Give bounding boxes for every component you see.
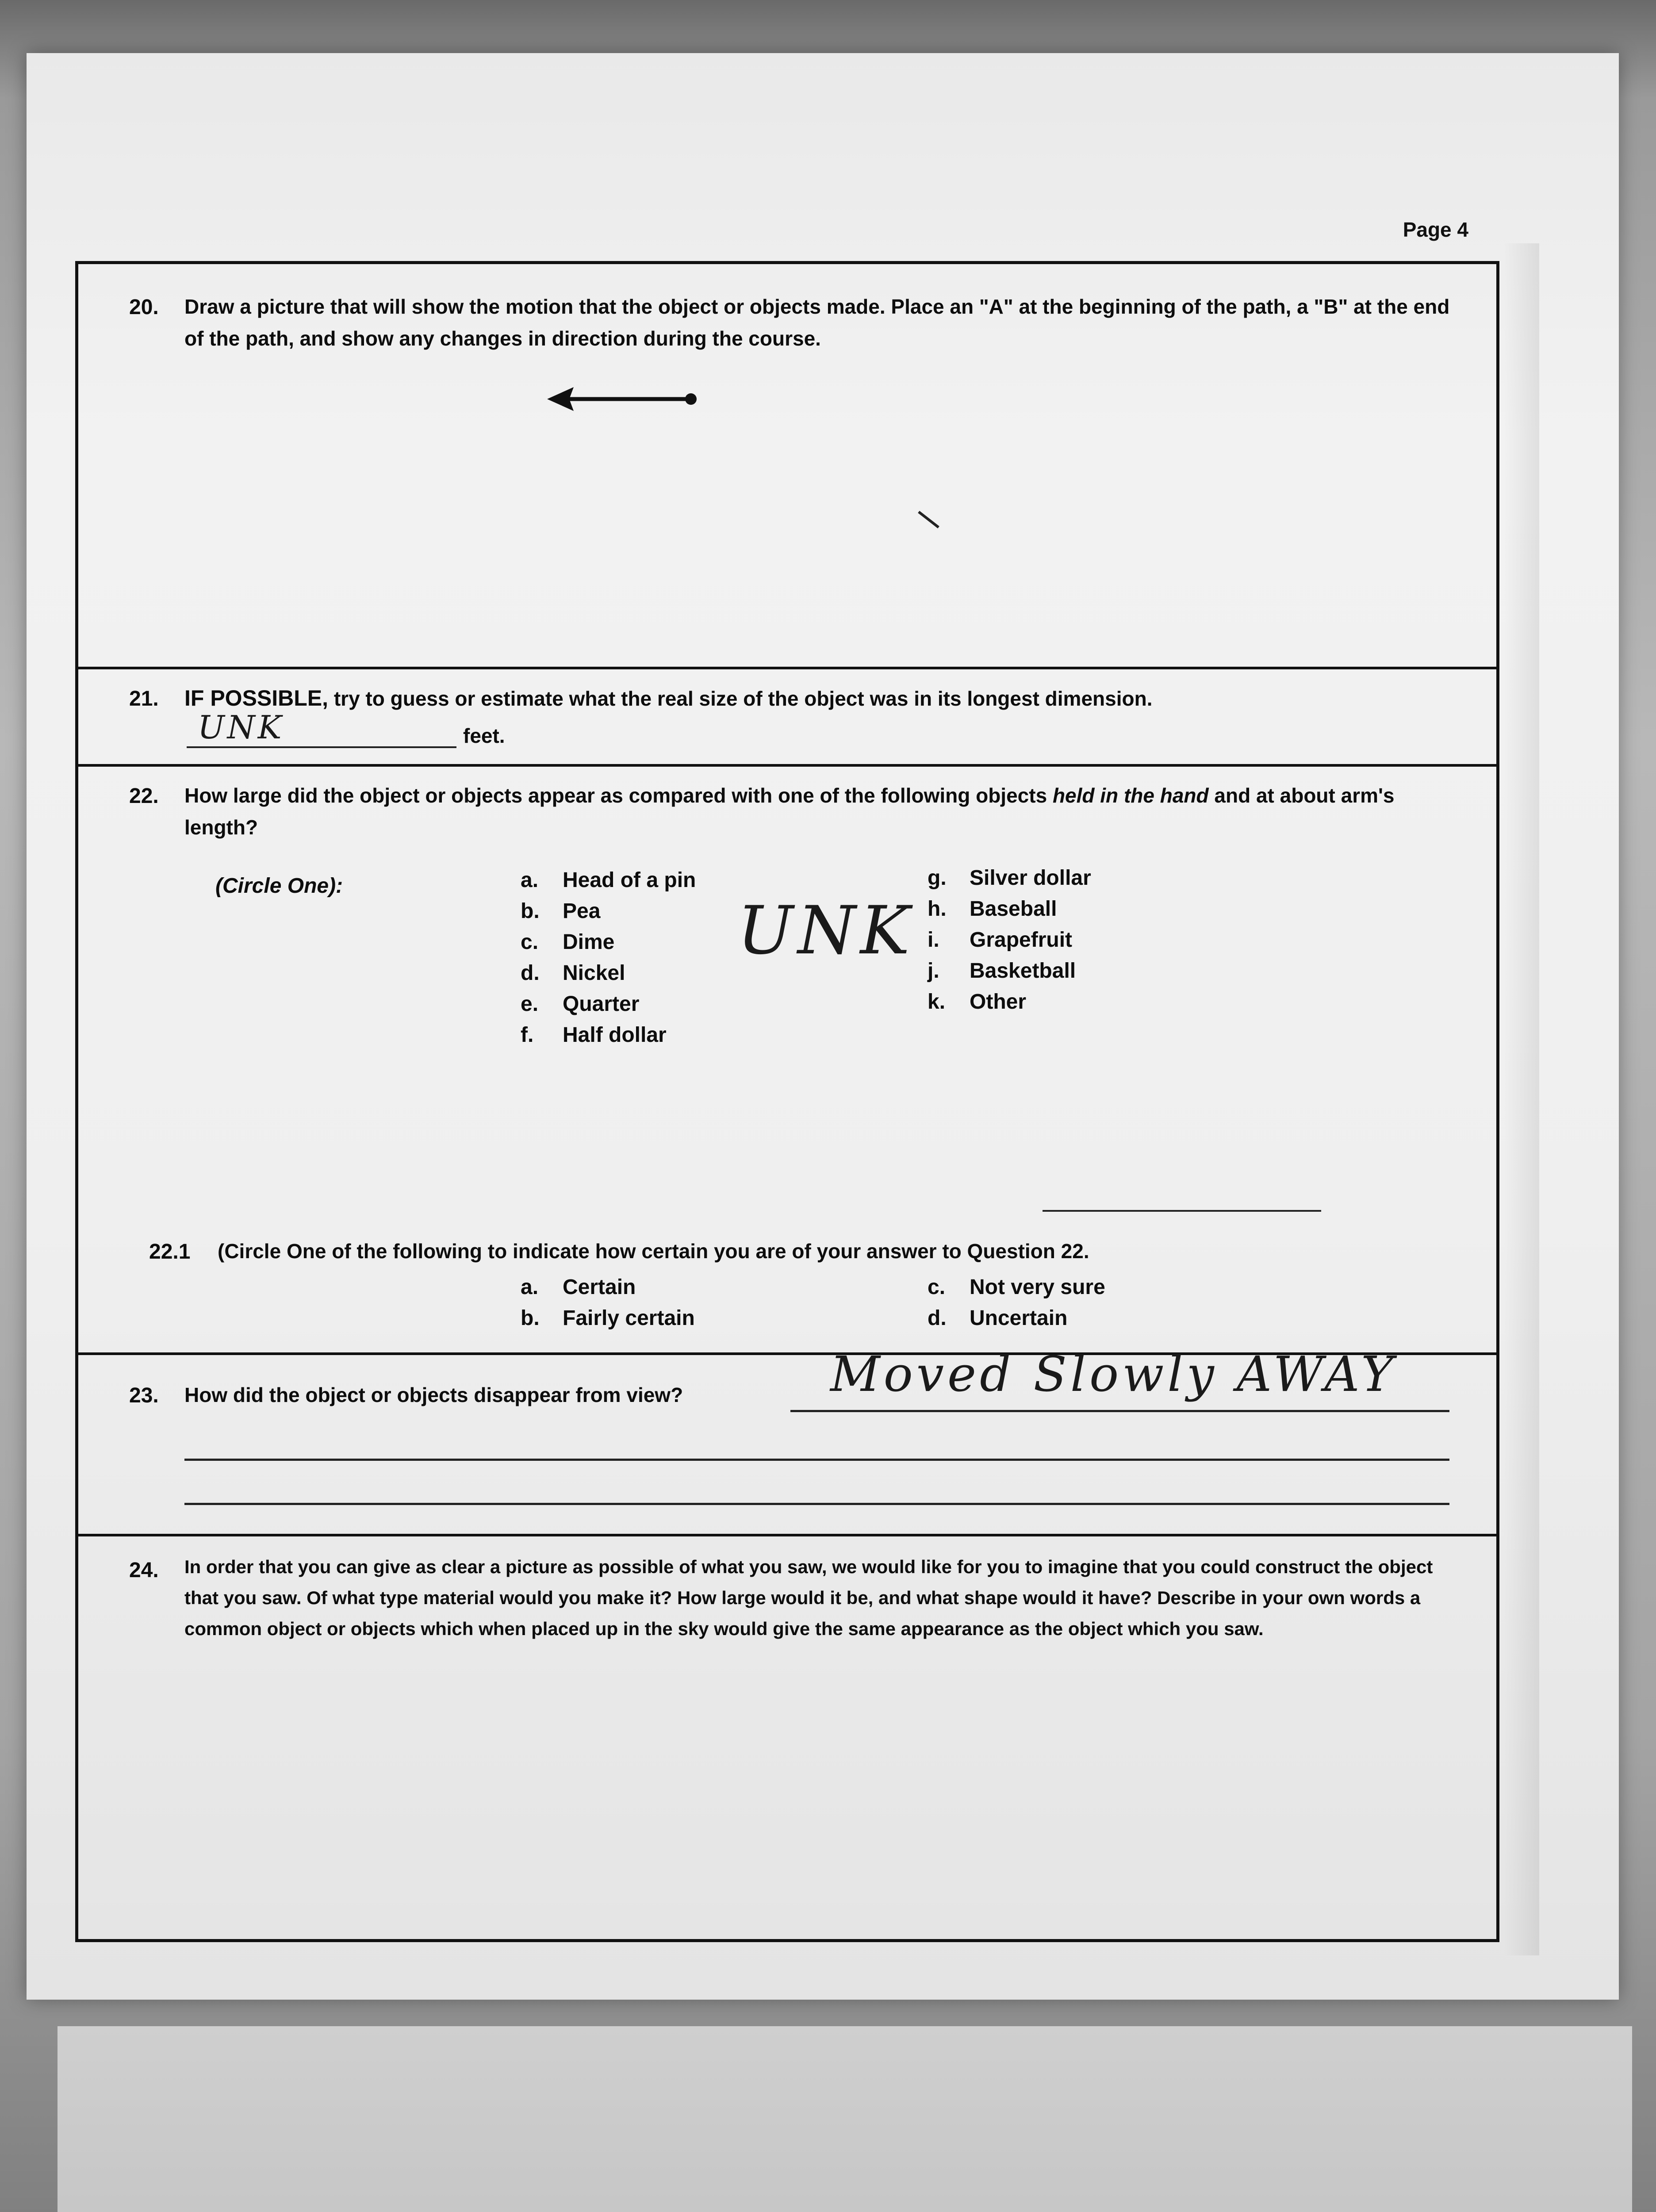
option-nickel[interactable] (521, 961, 625, 985)
option-silver-dollar[interactable] (928, 866, 1091, 890)
option-label: Dime (563, 930, 615, 954)
page-shadow (1504, 243, 1539, 1955)
option-label: Uncertain (970, 1306, 1068, 1330)
page-number: Page 4 (1403, 218, 1468, 241)
q21-answer: UNK (198, 709, 284, 746)
option-letter: j. (928, 959, 939, 983)
certainty-option-certain[interactable] (521, 1275, 636, 1299)
q21-text (184, 682, 1467, 714)
option-label: Grapefruit (970, 928, 1073, 952)
option-label: Silver dollar (970, 866, 1091, 890)
option-letter: a. (521, 1275, 539, 1299)
option-label: Basketball (970, 959, 1076, 983)
option-letter: b. (521, 1306, 540, 1330)
option-letter: g. (928, 866, 947, 890)
option-label: Other (970, 990, 1027, 1014)
q20-text: Draw a picture that will show the motion that the object or objects made. Place an "A" at the beginning of the path, a "B" at the end of the path, and show any changes in direction during the course. (184, 295, 1450, 350)
option-baseball[interactable] (928, 897, 1057, 921)
option-basketball[interactable] (928, 959, 1076, 983)
option-label: Head of a pin (563, 868, 696, 892)
questions-box (75, 261, 1499, 1942)
divider-q21-q22 (78, 764, 1496, 767)
divider-q20-q21 (78, 667, 1496, 669)
underlying-page (58, 2026, 1632, 2212)
option-letter: k. (928, 990, 946, 1014)
q24-number: 24. (129, 1559, 159, 1582)
q22-circle-label: (Circle One): (215, 874, 343, 898)
q22-other-line (1043, 1210, 1321, 1212)
motion-drawing (521, 375, 1051, 543)
certainty-option-uncertain[interactable] (928, 1306, 1067, 1330)
q21-number: 21. (129, 687, 159, 710)
q21-unit: feet. (463, 724, 505, 747)
option-letter: i. (928, 928, 939, 952)
q23-text: How did the object or objects disappear from view? (184, 1383, 683, 1406)
option-other[interactable] (928, 990, 1026, 1014)
option-letter: f. (521, 1023, 534, 1047)
option-head-of-a-pin[interactable] (521, 868, 696, 892)
option-letter: h. (928, 897, 947, 921)
option-letter: b. (521, 899, 540, 923)
option-letter: c. (521, 930, 539, 954)
option-label: Certain (563, 1275, 636, 1299)
option-label: Baseball (970, 897, 1057, 921)
option-quarter[interactable] (521, 992, 639, 1016)
certainty-option-fairly-certain[interactable] (521, 1306, 695, 1330)
q23-answer-line-2 (184, 1459, 1449, 1461)
motion-start-dot (685, 393, 697, 405)
option-letter: c. (928, 1275, 946, 1299)
option-letter: d. (521, 961, 540, 985)
option-label: Fairly certain (563, 1306, 695, 1330)
q21-lead: IF POSSIBLE, (184, 686, 329, 710)
certainty-option-not-very-sure[interactable] (928, 1275, 1105, 1299)
q23-answer-line-3 (184, 1503, 1449, 1505)
option-pea[interactable] (521, 899, 600, 923)
q22-text-italic: held in the hand (1052, 784, 1209, 807)
q22-text-before: How large did the object or objects appear as compared with one of the following objects (184, 784, 1047, 807)
option-half-dollar[interactable] (521, 1023, 667, 1047)
q22-answer: UNK (737, 892, 914, 969)
option-label: Quarter (563, 992, 640, 1016)
option-dime[interactable] (521, 930, 614, 954)
q24-text: In order that you can give as clear a picture as possible of what you saw, we would like for you to imagine that you could construct the object that you saw. Of what type material would you make it? How large would it be, and what shape would it have? Describe in your own words a common object or objects which when placed up in the sky would give the same appearance as the object which you saw. (184, 1556, 1433, 1639)
q20-number: 20. (129, 296, 159, 319)
option-letter: a. (521, 868, 539, 892)
q22-text (184, 780, 1467, 843)
q22-1-number: 22.1 (149, 1240, 191, 1263)
q21-answer-line (187, 746, 456, 748)
option-letter: d. (928, 1306, 947, 1330)
option-letter: e. (521, 992, 539, 1016)
option-grapefruit[interactable] (928, 928, 1072, 952)
divider-q23-q24 (78, 1534, 1496, 1536)
q23-answer-line-1 (790, 1410, 1449, 1412)
q22-text-after: and at about arm's length? (184, 784, 1395, 839)
q21-question: try to guess or estimate what the real size of the object was in its longest dimension. (334, 687, 1153, 710)
q22-1-text: (Circle One of the following to indicate how certain you are of your answer to Question 22. (218, 1240, 1089, 1263)
option-label: Not very sure (970, 1275, 1105, 1299)
q23-answer: Moved Slowly AWAY (830, 1346, 1397, 1402)
form-page (27, 53, 1619, 2000)
q22-number: 22. (129, 784, 159, 808)
q23-number: 23. (129, 1384, 159, 1407)
option-label: Half dollar (563, 1023, 667, 1047)
option-label: Nickel (563, 961, 625, 985)
option-label: Pea (563, 899, 601, 923)
stray-mark (919, 512, 939, 527)
